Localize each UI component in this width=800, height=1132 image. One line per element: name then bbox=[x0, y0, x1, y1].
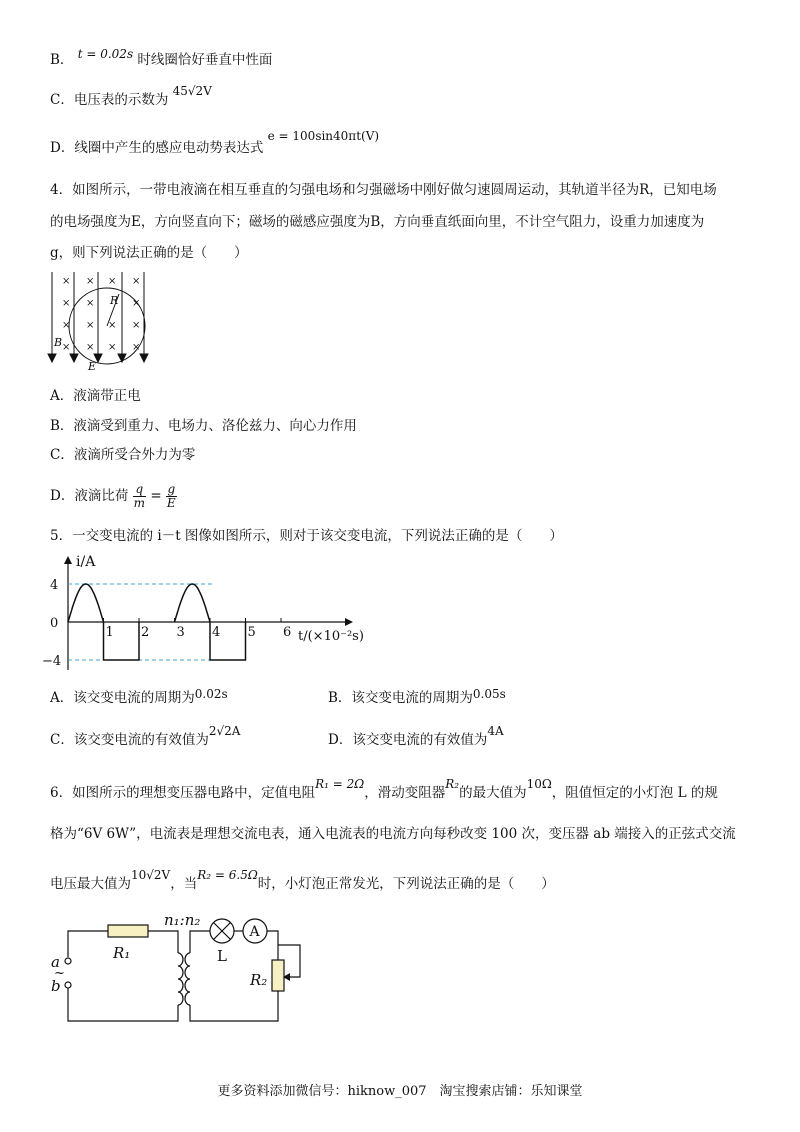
q5-option-d-value: 4A bbox=[487, 724, 504, 738]
q3-option-d bbox=[50, 129, 380, 158]
q4-frac-num-q: q bbox=[133, 483, 146, 497]
x-axis-label: t/(×10⁻²s) bbox=[298, 629, 364, 644]
q4-frac-den-e: E bbox=[166, 496, 176, 510]
field-cross-icon: × bbox=[86, 298, 95, 309]
q6-r2-value: R₂ = 6.5Ω bbox=[197, 868, 258, 882]
lamp-icon bbox=[210, 919, 234, 943]
q4-frac-num-g: g bbox=[167, 482, 176, 496]
q4-option-d-prefix: D．液滴比荷 bbox=[50, 488, 129, 504]
q4-option-b: B．液滴受到重力、电场力、洛伦兹力、向心力作用 bbox=[50, 418, 357, 434]
field-cross-icon: × bbox=[62, 320, 71, 331]
q6-line3-text-b: ，当 bbox=[170, 876, 198, 892]
q5-option-b-value: 0.05s bbox=[472, 687, 506, 701]
q5-option-d bbox=[328, 724, 504, 750]
q5-option-b bbox=[328, 688, 506, 708]
q5-stem: 5．一交变电流的 i－t 图像如图所示，则对于该交变电流，下列说法正确的是（ ） bbox=[50, 528, 563, 544]
q6-line3-text-a: 电压最大值为 bbox=[50, 876, 131, 892]
q6-stem-line3 bbox=[50, 868, 555, 894]
ac-source-icon: ~ bbox=[54, 966, 65, 981]
q4-stem-line3: g，则下列说法正确的是（ ） bbox=[50, 245, 248, 261]
x-axis-arrow-icon bbox=[345, 618, 353, 626]
field-cross-icon: × bbox=[132, 276, 141, 287]
q3-option-b-formula: t = 0.02s bbox=[77, 47, 134, 61]
q4-option-d bbox=[50, 482, 177, 510]
q5-option-b-text: B．该交变电流的周期为 bbox=[328, 690, 473, 706]
y-axis-arrow-icon bbox=[64, 556, 72, 564]
q6-line1-text-a: 6．如图所示的理想变压器电路中，定值电阻 bbox=[50, 785, 316, 801]
q4-fraction-left bbox=[133, 483, 146, 510]
radius-label: R bbox=[110, 294, 119, 307]
q3-option-b bbox=[50, 47, 273, 70]
e-field-label: E bbox=[88, 360, 97, 373]
q6-circuit-diagram bbox=[40, 905, 320, 1030]
sine-half-wave-2 bbox=[175, 584, 211, 622]
q3-option-d-label: D．线圈中产生的感应电动势表达式 bbox=[50, 140, 264, 156]
terminal-a-label: a bbox=[51, 953, 60, 971]
q6-line1-text-c: 的最大值为 bbox=[459, 785, 527, 801]
q5-it-chart bbox=[40, 550, 380, 675]
y-tick-label: −4 bbox=[42, 654, 62, 669]
q4-option-c: C．液滴所受合外力为零 bbox=[50, 447, 196, 463]
y-axis-label: i/A bbox=[76, 554, 96, 570]
r2-label: R₂ bbox=[250, 971, 268, 989]
field-cross-icon: × bbox=[86, 342, 95, 353]
q4-stem-line1: 4．如图所示，一带电液滴在相互垂直的匀强电场和匀强磁场中刚好做匀速圆周运动，其轨道半径为R，已知电场 bbox=[50, 182, 717, 198]
field-cross-icon: × bbox=[62, 276, 71, 287]
x-tick-label: 5 bbox=[247, 625, 256, 640]
x-tick-label: 6 bbox=[283, 625, 292, 640]
field-cross-icon: × bbox=[86, 320, 95, 331]
y-tick-label: 0 bbox=[50, 616, 59, 631]
sine-half-wave-0 bbox=[68, 584, 104, 622]
field-cross-icon: × bbox=[132, 298, 141, 309]
resistor-r1-icon bbox=[108, 925, 148, 937]
q5-option-a-text: A．该交变电流的周期为 bbox=[50, 690, 195, 706]
q6-line3-text-c: 时，小灯泡正常发光，下列说法正确的是（ ） bbox=[257, 876, 555, 892]
rheostat-r2-icon bbox=[272, 960, 284, 991]
q5-option-c-value: 2√2A bbox=[208, 724, 241, 738]
q3-option-c-label: C．电压表的示数为 bbox=[50, 92, 169, 108]
q4-option-a: A．液滴带正电 bbox=[50, 388, 141, 404]
q6-r2-max: 10Ω bbox=[526, 777, 552, 791]
q6-r2-symbol: R₂ bbox=[445, 777, 460, 791]
q6-stem-line2: 格为“6V 6W”，电流表是理想交流电表，通入电流表的电流方向每秒改变 100 次，变压器 ab 端接入的正弦式交流 bbox=[50, 826, 736, 842]
q4-stem-line2: 的电场强度为E，方向竖直向下；磁场的磁感应强度为B，方向垂直纸面向里，不计空气阻力，设重力加速度为 bbox=[50, 214, 705, 230]
q4-fraction-right bbox=[166, 483, 177, 510]
terminal-a-icon bbox=[65, 958, 71, 964]
q5-option-a bbox=[50, 688, 228, 708]
b-field-label: B bbox=[54, 336, 63, 349]
y-tick-label: 4 bbox=[50, 578, 59, 593]
x-tick-label: 1 bbox=[105, 625, 114, 640]
q6-line1-text-d: ，阻值恒定的小灯泡 L 的规 bbox=[551, 785, 718, 801]
q3-option-b-label: B． bbox=[50, 52, 74, 68]
field-cross-icon: × bbox=[132, 320, 141, 331]
field-cross-icon: × bbox=[108, 342, 117, 353]
turns-ratio-label: n₁:n₂ bbox=[164, 911, 201, 929]
q3-option-c-value: 45√2V bbox=[172, 84, 212, 98]
q3-option-c bbox=[50, 84, 212, 110]
ammeter-label: A bbox=[249, 924, 260, 940]
q6-stem-line1 bbox=[50, 777, 718, 803]
page-footer: 更多资料添加微信号：hiknow_007 淘宝搜索店铺：乐知课堂 bbox=[217, 1084, 583, 1099]
lamp-label: L bbox=[217, 947, 227, 965]
field-cross-icon: × bbox=[86, 276, 95, 287]
x-tick-label: 4 bbox=[212, 625, 221, 640]
field-cross-icon: × bbox=[132, 342, 141, 353]
terminal-b-icon bbox=[65, 982, 71, 988]
q4-field-figure bbox=[44, 268, 164, 376]
q3-option-b-text: 时线圈恰好垂直中性面 bbox=[137, 52, 273, 68]
x-tick-label: 2 bbox=[141, 625, 150, 640]
r1-label: R₁ bbox=[113, 944, 131, 962]
field-cross-icon: × bbox=[62, 298, 71, 309]
q6-line1-text-b: ，滑动变阻器 bbox=[364, 785, 446, 801]
field-cross-icon: × bbox=[108, 320, 117, 331]
q4-frac-den-m: m bbox=[133, 496, 146, 510]
q6-r1-value: R₁ = 2Ω bbox=[315, 777, 365, 791]
field-cross-icon: × bbox=[62, 342, 71, 353]
q5-option-d-text: D．该交变电流的有效值为 bbox=[328, 732, 488, 748]
q5-option-c bbox=[50, 724, 241, 750]
q5-option-c-text: C．该交变电流的有效值为 bbox=[50, 732, 209, 748]
field-cross-icon: × bbox=[108, 276, 117, 287]
q5-option-a-value: 0.02s bbox=[194, 687, 228, 701]
q3-option-d-formula: e = 100sin40πt(V) bbox=[267, 129, 380, 143]
terminal-b-label: b bbox=[51, 977, 61, 995]
q6-vmax: 10√2V bbox=[131, 868, 171, 882]
q4-frac-equals: = bbox=[150, 488, 162, 504]
x-tick-label: 3 bbox=[176, 625, 185, 640]
